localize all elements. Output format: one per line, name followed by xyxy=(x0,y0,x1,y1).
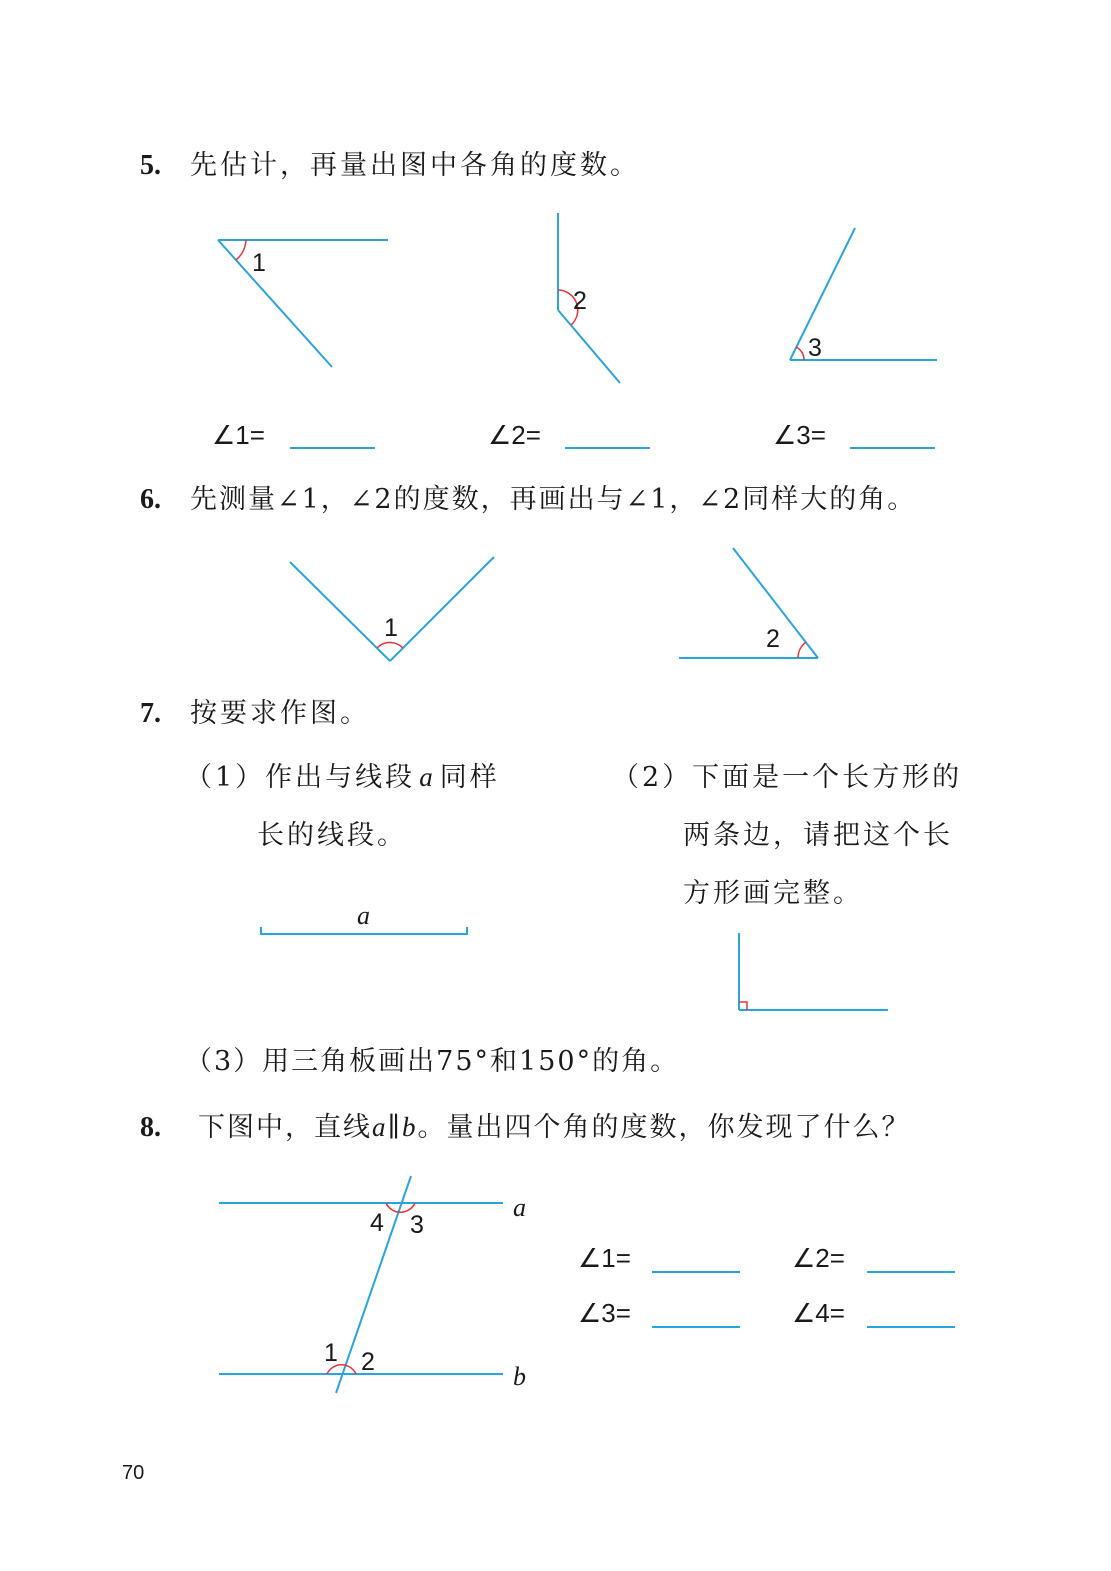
q5-number: 5. xyxy=(140,150,161,181)
q7-sub1-text-pre: （1）作出与线段 xyxy=(185,762,416,793)
q8-answer-blank-2[interactable] xyxy=(867,1271,955,1273)
q5-answer-label-3: ∠3= xyxy=(773,420,826,450)
q7-segment-label: a xyxy=(357,901,370,930)
q8-number: 8. xyxy=(140,1112,161,1143)
q5-angle-label-3: 3 xyxy=(808,334,822,362)
q8-var-b: b xyxy=(401,1112,418,1142)
q7-sub2-line3: 方形画完整。 xyxy=(683,878,863,909)
q5-answer-blank-3[interactable] xyxy=(850,447,935,449)
q8-answer-blank-1[interactable] xyxy=(652,1271,740,1273)
q8-line-label-b: b xyxy=(513,1362,526,1391)
q8-angle-label-4: 4 xyxy=(370,1209,384,1237)
q5-angle-label-2: 2 xyxy=(573,287,587,315)
q6-angle-1-figure xyxy=(290,557,494,661)
q5-answer-label-1: ∠1= xyxy=(212,420,265,450)
q8-line-label-a: a xyxy=(513,1193,526,1222)
q7-sub1-text-post: 同样 xyxy=(439,762,500,793)
q5-angle-1-figure xyxy=(218,240,388,367)
q5-angle-2-figure xyxy=(558,213,620,383)
q6-angle-2-figure xyxy=(679,548,818,658)
page-number: 70 xyxy=(122,1462,145,1484)
q6-number: 6. xyxy=(140,484,161,515)
q7-number: 7. xyxy=(140,698,161,729)
q5-answer-label-2: ∠2= xyxy=(488,420,541,450)
q5-answer-blank-2[interactable] xyxy=(565,447,650,449)
q7-sub2-line2: 两条边，请把这个长 xyxy=(683,820,953,851)
q7-sub1-line2: 长的线段。 xyxy=(257,820,407,851)
q8-answer-label-3: ∠3= xyxy=(578,1298,631,1328)
q8-answer-label-4: ∠4= xyxy=(792,1298,845,1328)
q7-sub1-line1 xyxy=(185,764,500,791)
q8-angle-label-1: 1 xyxy=(324,1339,338,1367)
q8-answer-blank-4[interactable] xyxy=(867,1326,955,1328)
q5-angle-label-1: 1 xyxy=(252,249,266,277)
q6-angle-label-2: 2 xyxy=(766,625,780,653)
q7-rectangle-sides xyxy=(739,933,888,1010)
q8-answer-label-2: ∠2= xyxy=(792,1243,845,1273)
q8-text-post: 。量出四个角的度数，你发现了什么？ xyxy=(417,1112,911,1143)
q6-angle-label-1: 1 xyxy=(384,614,398,642)
q8-angle-label-2: 2 xyxy=(361,1348,375,1376)
q7-prompt: 按要求作图。 xyxy=(190,698,370,729)
q8-prompt xyxy=(198,1114,910,1141)
q8-parallel-symbol: ∥ xyxy=(387,1112,402,1143)
q5-answer-blank-1[interactable] xyxy=(290,447,375,449)
q8-text-pre: 下图中，直线 xyxy=(198,1112,372,1143)
q8-answer-blank-3[interactable] xyxy=(652,1326,740,1328)
q7-sub2-line1: （2）下面是一个长方形的 xyxy=(612,762,963,793)
q8-angle-label-3: 3 xyxy=(410,1211,424,1239)
q8-answer-label-1: ∠1= xyxy=(578,1243,631,1273)
q8-var-a: a xyxy=(372,1112,388,1142)
q5-prompt: 先估计，再量出图中各角的度数。 xyxy=(190,150,640,181)
q7-sub1-var: a xyxy=(419,762,436,792)
q6-prompt: 先测量∠1，∠2的度数，再画出与∠1，∠2同样大的角。 xyxy=(190,484,917,515)
q7-sub3-text: （3）用三角板画出75°和150°的角。 xyxy=(185,1046,680,1077)
